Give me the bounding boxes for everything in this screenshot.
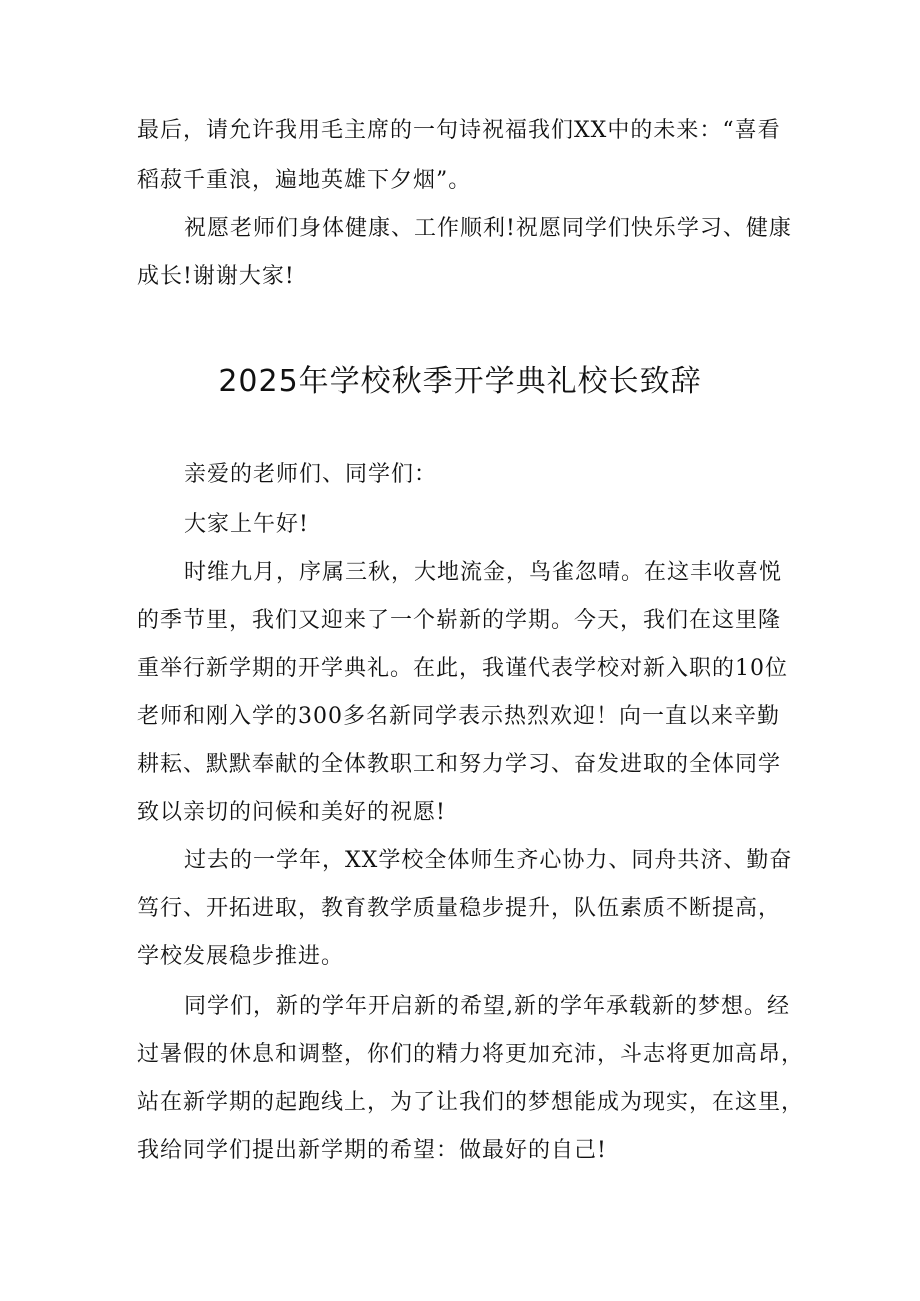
text-line: 稻菽千重浪，遍地英雄下夕烟”。	[137, 168, 472, 193]
text-line: 的季节里，我们又迎来了一个崭新的学期。今天，我们在这里隆	[137, 608, 782, 633]
greeting: 亲爱的老师们、同学们：	[184, 462, 438, 487]
text-line: 老师和刚入学的300多名新同学表示热烈欢迎！向一直以来辛勤	[137, 704, 780, 729]
text-line: 过去的一学年，XX学校全体师生齐心协力、同舟共济、勤奋	[184, 848, 793, 873]
page-title: 2025年学校秋季开学典礼校长致辞	[218, 364, 702, 399]
text-line: 过暑假的休息和调整，你们的精力将更加充沛，斗志将更加高昂，	[137, 1042, 805, 1067]
salutation: 大家上午好!	[184, 512, 309, 537]
text-line: 最后，请允许我用毛主席的一句诗祝福我们XX中的未来：“喜看	[137, 118, 781, 143]
text-line: 致以亲切的问候和美好的祝愿!	[137, 800, 446, 825]
text-line: 祝愿老师们身体健康、工作顺利!祝愿同学们快乐学习、健康	[184, 216, 792, 241]
text-line: 时维九月，序属三秋，大地流金，鸟雀忽晴。在这丰收喜悦	[184, 560, 783, 585]
text-line: 笃行、开拓进取，教育教学质量稳步提升，队伍素质不断提高，	[137, 896, 782, 921]
text-line: 成长!谢谢大家!	[137, 264, 295, 289]
text-line: 耕耘、默默奉献的全体教职工和努力学习、奋发进取的全体同学	[137, 752, 782, 777]
text-line: 同学们，新的学年开启新的希望,新的学年承载新的梦想。经	[184, 994, 790, 1019]
text-line: 学校发展稳步推进。	[137, 944, 345, 969]
text-line: 站在新学期的起跑线上，为了让我们的梦想能成为现实，在这里，	[137, 1090, 805, 1115]
text-line: 重举行新学期的开学典礼。在此，我谨代表学校对新入职的10位	[137, 656, 788, 681]
text-line: 我给同学们提出新学期的希望：做最好的自己!	[137, 1138, 607, 1163]
